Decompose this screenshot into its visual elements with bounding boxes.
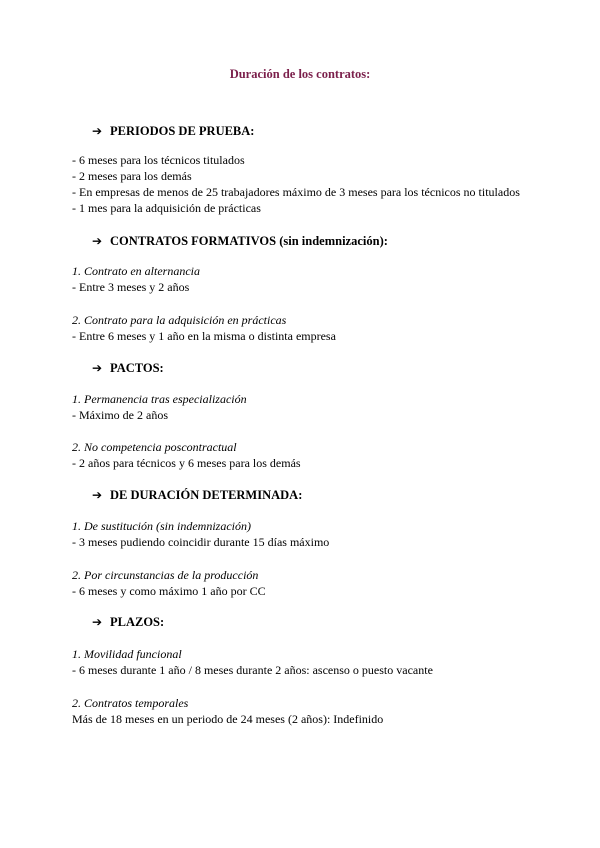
section-heading-label: PACTOS: — [110, 361, 164, 375]
arrow-right-icon: ➔ — [92, 234, 103, 248]
section-heading-pactos — [92, 360, 164, 376]
arrow-right-icon: ➔ — [92, 124, 103, 138]
section-heading-label: DE DURACIÓN DETERMINADA: — [110, 488, 303, 502]
document-title: Duración de los contratos: — [229, 67, 371, 81]
list-item: - Entre 6 meses y 1 año en la misma o distinta empresa — [72, 329, 336, 343]
list-item: - 3 meses pudiendo coincidir durante 15 días máximo — [72, 535, 330, 549]
list-item: - Entre 3 meses y 2 años — [72, 280, 190, 294]
subsection-title: 2. No competencia poscontractual — [72, 440, 237, 454]
list-item: Más de 18 meses en un periodo de 24 meses (2 años): Indefinido — [72, 712, 384, 726]
subsection-title: 1. Movilidad funcional — [72, 647, 182, 661]
list-item: - 6 meses durante 1 año / 8 meses durante 2 años: ascenso o puesto vacante — [72, 663, 433, 677]
section-heading-plazos — [92, 614, 164, 630]
section-heading-label: PLAZOS: — [110, 615, 165, 629]
list-item: - 6 meses y como máximo 1 año por CC — [72, 584, 266, 598]
arrow-right-icon: ➔ — [92, 488, 103, 502]
list-item: - 2 años para técnicos y 6 meses para los demás — [72, 456, 301, 470]
list-item: - En empresas de menos de 25 trabajadores máximo de 3 meses para los técnicos no titulados — [72, 185, 520, 199]
list-item: - 1 mes para la adquisición de prácticas — [72, 201, 261, 215]
list-item: - 2 meses para los demás — [72, 169, 192, 183]
section-heading-duracion-determinada — [92, 487, 302, 503]
list-item: - Máximo de 2 años — [72, 408, 168, 422]
list-item: - 6 meses para los técnicos titulados — [72, 153, 245, 167]
subsection-title: 1. Contrato en alternancia — [72, 264, 200, 278]
section-heading-contratos-formativos — [92, 233, 388, 249]
section-heading-label: PERIODOS DE PRUEBA: — [110, 124, 255, 138]
subsection-title: 1. Permanencia tras especialización — [72, 392, 247, 406]
subsection-title: 1. De sustitución (sin indemnización) — [72, 519, 251, 533]
section-heading-label: CONTRATOS FORMATIVOS (sin indemnización): — [110, 234, 388, 248]
arrow-right-icon: ➔ — [92, 615, 103, 629]
section-heading-periodos-prueba — [92, 123, 254, 139]
subsection-title: 2. Contratos temporales — [72, 696, 189, 710]
arrow-right-icon: ➔ — [92, 361, 103, 375]
subsection-title: 2. Por circunstancias de la producción — [72, 568, 259, 582]
subsection-title: 2. Contrato para la adquisición en prácticas — [72, 313, 287, 327]
